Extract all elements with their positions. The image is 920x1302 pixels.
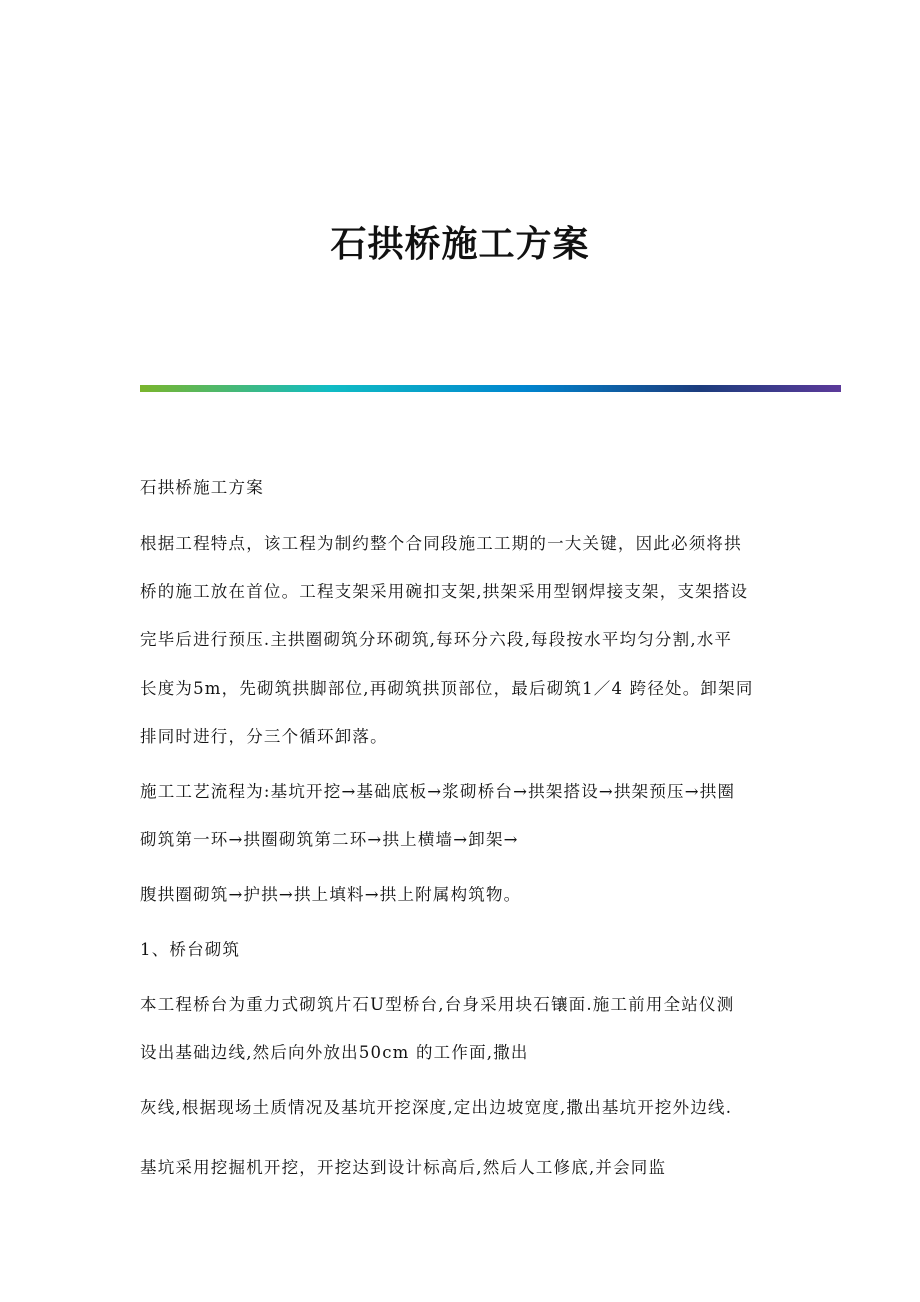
paragraph-line: 灰线,根据现场土质情况及基坑开挖深度,定出边坡宽度,撒出基坑开挖外边线. <box>140 1098 733 1117</box>
paragraph-line: 完毕后进行预压.主拱圈砌筑分环砌筑,每环分六段,每段按水平均匀分割,水平 <box>140 630 733 649</box>
section-heading: 1、桥台砌筑 <box>140 940 241 959</box>
section-heading: 石拱桥施工方案 <box>140 478 264 497</box>
paragraph-line: 砌筑第一环→拱圈砌筑第二环→拱上横墙→卸架→ <box>140 830 519 849</box>
paragraph-line: 施工工艺流程为:基坑开挖→基础底板→浆砌桥台→拱架搭设→拱架预压→拱圈 <box>140 782 736 801</box>
paragraph-line: 设出基础边线,然后向外放出50cm 的工作面,撒出 <box>140 1043 529 1062</box>
paragraph-line: 长度为5m，先砌筑拱脚部位,再砌筑拱顶部位，最后砌筑1／4 跨径处。卸架同 <box>140 679 754 698</box>
paragraph-line: 根据工程特点，该工程为制约整个合同段施工工期的一大关键，因此必须将拱 <box>140 534 742 553</box>
paragraph-line: 桥的施工放在首位。工程支架采用碗扣支架,拱架采用型钢焊接支架，支架搭设 <box>140 582 749 601</box>
paragraph-line: 腹拱圈砌筑→护拱→拱上填料→拱上附属构筑物。 <box>140 885 522 904</box>
gradient-divider <box>140 385 841 392</box>
paragraph-line: 本工程桥台为重力式砌筑片石U型桥台,台身采用块石镶面.施工前用全站仪测 <box>140 995 735 1014</box>
paragraph-line: 排同时进行，分三个循环卸落。 <box>140 727 388 746</box>
paragraph-line: 基坑采用挖掘机开挖，开挖达到设计标高后,然后人工修底,并会同监 <box>140 1158 667 1177</box>
document-title: 石拱桥施工方案 <box>330 223 590 265</box>
